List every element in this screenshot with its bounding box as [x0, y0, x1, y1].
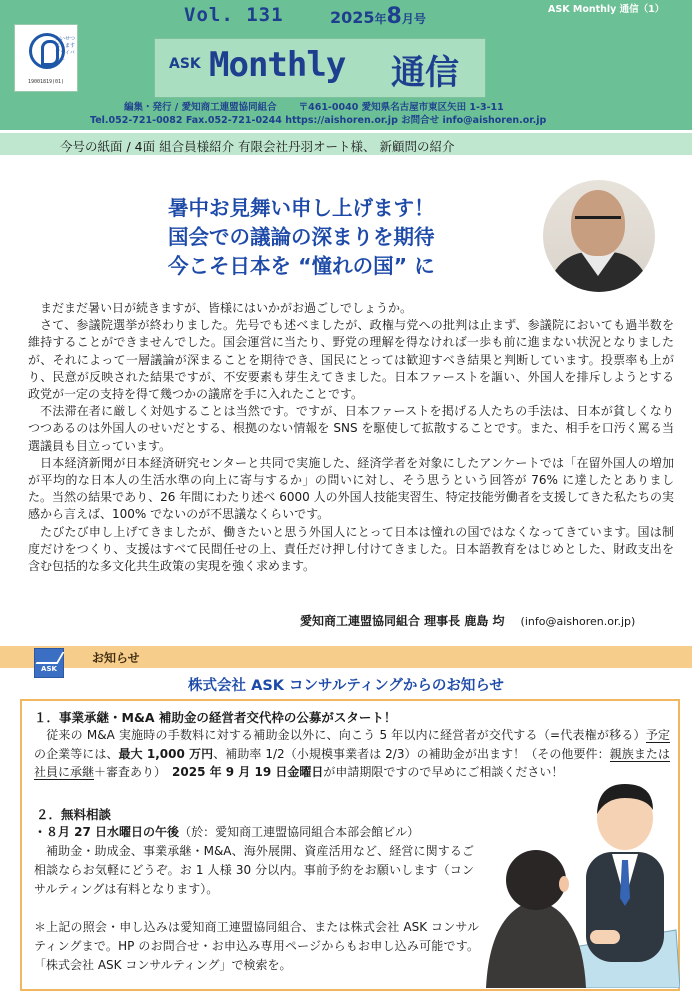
privacy-mark-number: 19001819(01) — [27, 79, 65, 85]
item1-text-succession: 親族または社員に承継 — [34, 746, 670, 779]
notice-item-2-title: ２．無料相談 — [36, 807, 112, 822]
publisher: 編集・発行 / 愛知商工連盟協同組合 — [124, 102, 277, 113]
item1-text-g: ＋審査あり） — [94, 765, 161, 779]
item1-text-e: 、補助率 1/2（小規模事業者は 2/3）の補助金が出ます！（その他要件： — [213, 746, 610, 761]
privacy-mark-text: たいせつにしますプライバシー — [55, 36, 76, 63]
address: 〒461-0040 愛知県名古屋市東区矢田 1-3-11 — [298, 102, 504, 113]
article-paragraph: まだまだ暑い日が続きますが、皆様にはいかがお過ごしでしょうか。 — [40, 301, 413, 315]
title-monthly: Monthly — [209, 45, 346, 85]
article-paragraph: たびたび申し上げてきましたが、働きたいと思う外国人にとって日本は憧れの国ではなくなってきています。国は制度だけをつくり、支援はすべて民間任せの上、責任だけ押し付けてきました。日本語教育をはじめとした、財政支出を含む包括的な多文化共生政策の実現を強く求めます。 — [28, 524, 674, 574]
headline-line-2: 国会での議論の深まりを期待 — [168, 225, 435, 249]
newsletter-title — [154, 38, 486, 98]
notice-title: 株式会社 ASK コンサルティングからのお知らせ — [188, 678, 504, 694]
publisher-line — [124, 99, 504, 113]
notice-item-1-title: １．事業承継・M&A 補助金の経営者交代枠の公募がスタート！ — [34, 710, 397, 725]
article-paragraph: 不法滞在者に厳しく対処することは当然です。ですが、日本ファーストを掲げる人たちの手法は、日本が貧しくなりつつあるのは外国人のせいだとする、根拠のない情報を SNS を駆使して拡散することです。また、相手を口汚く罵る当選議員も目立っています。 — [28, 404, 674, 453]
contents-text: 今号の紙面 / 4面 組合員様紹介 有限会社丹羽オート様、 新顧問の紹介 — [60, 139, 455, 154]
notice-item-2-date — [34, 823, 419, 840]
issue-month: 8 — [386, 4, 402, 29]
client-ear — [559, 876, 569, 892]
headline-line-3: 今こそ日本を “憧れの国” に — [168, 254, 435, 278]
ask-logo-text: ASK — [41, 665, 57, 673]
client-head — [506, 850, 566, 910]
notice-item-1-body — [34, 726, 670, 782]
item1-text-b: 予定 — [645, 728, 670, 742]
article-signer — [300, 612, 635, 629]
notice-footnote: ＊上記の照会・申し込みは愛知商工連盟協同組合、または株式会社 ASK コンサルティングまで。HP のお問合せ・お申込み専用ページからもお申し込み可能です。「株式会社 ASK コンサルティング」で検索を。 — [34, 920, 479, 972]
issue-date — [330, 4, 426, 29]
item1-text-i: が申請期限ですので早めにご相談ください！ — [323, 765, 564, 779]
consultation-date: ・８月 27 日水曜日の午後 — [34, 825, 180, 839]
volume-number: Vol. 131 — [184, 4, 284, 26]
chairman-portrait — [543, 180, 655, 292]
client-body — [486, 900, 586, 988]
signer-name: 愛知商工連盟協同組合 理事長 鹿島 均 — [300, 614, 505, 628]
issue-month-kanji: 月号 — [401, 12, 426, 26]
notice-item-2-body: 補助金・助成金、事業承継・M&A、海外展開、資産活用など、経営に関するご相談ならお気軽にどうぞ。お 1 人様 30 分以内。事前予約をお願いします（コンサルティングは有料となります）。 — [34, 844, 474, 896]
item1-text-deadline: 2025 年 9 月 19 日金曜日 — [172, 765, 324, 779]
article-paragraph: さて、参議院選挙が終わりました。先号でも述べましたが、政権与党への批判は止まず、参議院においても過半数を維持することができませんでした。国会運営に当たり、野党の理解を得なければ一歩も前に進まない状況となりましたが、それによって一層議論が深まることを期待でき、国民にとっては歓迎すべき結果と判断しています。投票率も上がり、民意が反映された結果ですが、不安要素も芽生えてきました。日本ファーストを謳い、外国人を排斥しようとする政党が一定の支持を得て幾つかの議席を手に入れたことです。 — [28, 318, 674, 402]
contact-line: Tel.052-721-0082 Fax.052-721-0244 https://aishoren.or.jp お問合せ info@aishoren.or.jp — [90, 115, 547, 126]
item1-text-a: 従来の M&A 実施時の手数料に対する補助金以外に、向こう 5 年以内に経営者が交代する（=代表権が移る） — [46, 728, 646, 742]
article-paragraph: 日本経済新聞が日本経済研究センターと共同で実施した、経済学者を対象にしたアンケートでは「在留外国人の増加が平均的な日本人の生活水準の向上に寄与するか」の問いに対し、そう思うという回答が 76% に達したとありました。当然の結果であり、26 年間にわたり述べ 6000 人の外国人技能実習生、特定技能労働者を支援してきた私たちの実感から言えば、100% でないのが不思議なくらいです。 — [28, 455, 674, 522]
issue-year-kanji: 年 — [374, 12, 387, 26]
item1-text-c: の企業等には、 — [34, 746, 119, 761]
title-ask: ASK — [169, 56, 201, 72]
article-body — [28, 300, 674, 575]
contents-bar — [0, 133, 692, 155]
masthead — [0, 0, 692, 130]
page-label: ASK Monthly 通信（1） — [548, 4, 665, 15]
consultant-hand — [590, 930, 620, 944]
consultation-illustration — [486, 780, 680, 988]
signer-email: (info@aishoren.or.jp) — [520, 615, 636, 628]
item1-text-max-amount: 最大 1,000 万円 — [118, 746, 214, 761]
notice-label: お知らせ — [92, 651, 140, 665]
privacy-mark-logo — [14, 24, 78, 92]
portrait-glasses — [575, 216, 621, 226]
consultation-place: （於：愛知商工連盟協同組合本部会館ビル） — [179, 825, 420, 839]
issue-year: 2025 — [330, 8, 375, 27]
headline-line-1: 暑中お見舞い申し上げます！ — [168, 196, 435, 220]
headline — [168, 194, 435, 281]
title-tsushin: 通信 — [391, 53, 459, 93]
